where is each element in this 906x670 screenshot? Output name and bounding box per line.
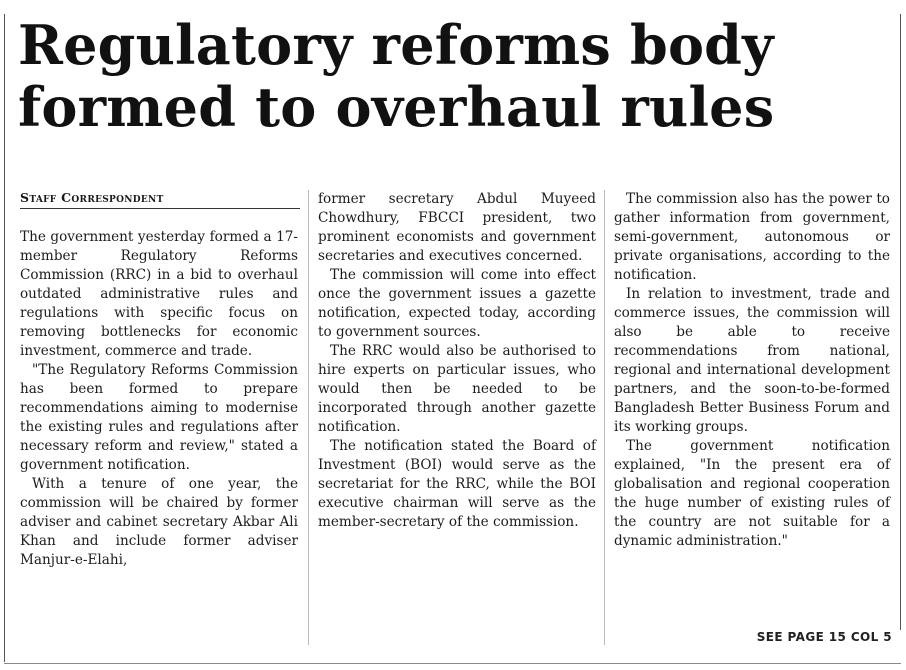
paragraph: The commission will come into effect once the government issues a gazette notification, expected today, according to government sources. (318, 267, 596, 340)
paragraph: The notification stated the Board of Investment (BOI) would serve as the secretariat for the RRC, while the BOI executive chairman will serve as the member-secretary of the commission. (318, 438, 596, 530)
paragraph: In relation to investment, trade and commerce issues, the commission will also be able to receive recommendations from national, regional and international development partners, and the soon-to-be-formed Bangladesh Better Business Forum and its working groups. (614, 286, 890, 435)
paragraph: The RRC would also be authorised to hire experts on particular issues, who would then be needed to be incorporated through another gazette notification. (318, 343, 596, 435)
paragraph: The government yesterday formed a 17-member Regulatory Reforms Commission (RRC) in a bid to overhaul outdated administrative rules and regulations with specific focus on removing bottlenecks for economic investment, commerce and trade. (20, 229, 298, 359)
headline (18, 14, 898, 138)
byline: Staff Correspondent (20, 190, 300, 209)
article-column-3 (614, 190, 890, 551)
continuation-jump-line: SEE PAGE 15 COL 5 (756, 630, 892, 644)
column-divider-1 (308, 190, 309, 645)
paragraph: With a tenure of one year, the commission will be chaired by former adviser and cabinet secretary Akbar Ali Khan and include former adviser Manjur-e-Elahi, (20, 476, 298, 568)
headline-line-2: formed to overhaul rules (18, 75, 775, 139)
paragraph: The commission also has the power to gather information from government, semi-government, autonomous or private organisations, according to the notification. (614, 191, 890, 283)
article-column-2 (318, 190, 596, 532)
left-border-rule (4, 14, 5, 662)
paragraph: "The Regulatory Reforms Commission has been formed to prepare recommendations aiming to modernise the existing rules and regulations after necessary reform and review," stated a government notification. (20, 362, 298, 473)
bottom-border-rule (4, 663, 901, 664)
column-divider-2 (604, 190, 605, 645)
article-column-1 (20, 228, 298, 570)
paragraph: former secretary Abdul Muyeed Chowdhury, FBCCI president, two prominent economists and government secretaries and executives concerned. (318, 191, 596, 264)
right-border-rule (900, 14, 901, 630)
paragraph: The government notification explained, "In the present era of globalisation and regional cooperation the huge number of existing rules of the country are not suitable for a dynamic administration." (614, 438, 890, 549)
headline-line-1: Regulatory reforms body (18, 13, 774, 77)
